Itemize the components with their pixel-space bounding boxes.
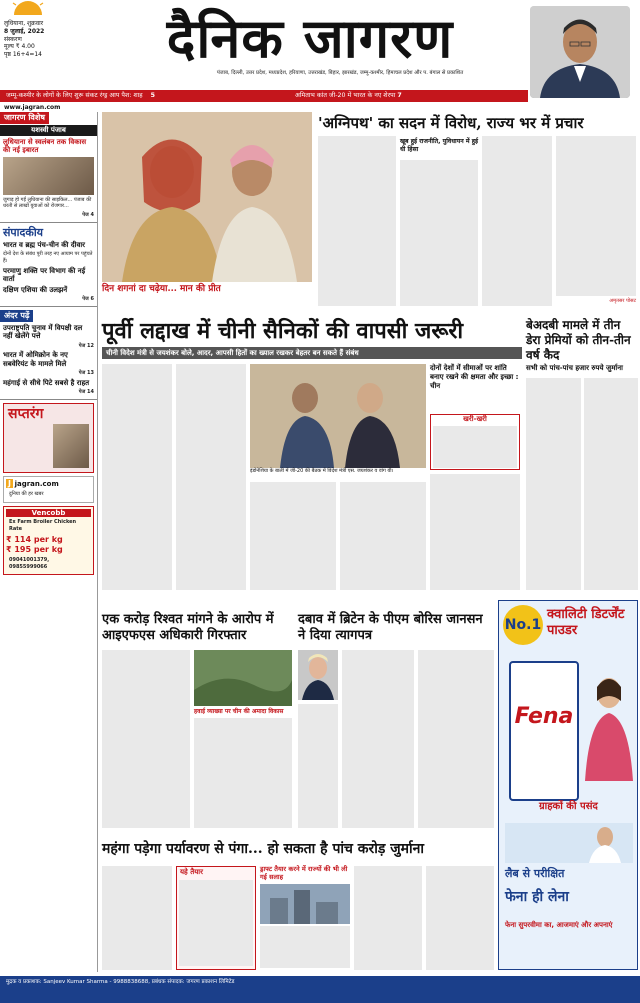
bribe-headline[interactable]: एक करोड़ रिश्वत मांगने के आरोप में आइएफएस अधिकारी गिरफ्तार — [102, 612, 274, 643]
ed1-text: दोनों देश के संबंध पूरी तरह नए आयाम पर पहुंचते हैं। — [3, 251, 93, 265]
edition: संस्करण — [4, 35, 22, 43]
jagran-dot-com-ad[interactable] — [3, 476, 94, 503]
fena-lab: लैब से परीक्षित — [505, 867, 565, 880]
beadbi-col2 — [584, 378, 638, 590]
boris-headline[interactable]: दबाव में ब्रिटेन के पीएम बोरिस जानसन ने दिया त्यागपत्र — [298, 612, 483, 643]
vencobb-offer: Ex Farm Broiler Chicken Rate — [9, 519, 77, 533]
inside-tag: अंदर पढ़ें — [0, 310, 33, 322]
footer-text: मुद्रक व प्रकाशक: Sanjeev Kumar Sharma - 9988838688, प्रबंधक संपादक: जगरण प्रकाशन लिमिटेड — [6, 979, 235, 985]
bottom-box2 — [260, 866, 350, 970]
inside1-headline[interactable]: उपराष्ट्रपति चुनाव में विपक्षी दल नहीं खेलेंगे पत्ते — [3, 323, 83, 341]
lead-photo — [250, 364, 426, 468]
columnist-photo — [530, 6, 630, 98]
ed3-page: पेज 6 — [82, 296, 94, 303]
wedding-caption[interactable]: दिन शगनां दा चढ़ेया... मान की प्रीत — [102, 284, 221, 294]
lead-photo-caption: इंडोनेशिया के बाली में जी-20 की बैठक में विदेश मंत्री एस. जयशंकर व वांग यी। — [250, 468, 394, 474]
beadbi-col1 — [526, 378, 581, 590]
footer-imprint — [0, 976, 640, 1003]
bribe-col1 — [102, 650, 190, 828]
date: 8 जुलाई, 2022 — [4, 27, 45, 35]
left-column — [0, 112, 98, 972]
wedding-caption-text — [102, 298, 312, 310]
lead-side-headline[interactable]: दोनों देशों में सीमाओं पर शांति बनाए रखने की क्षमता और इच्छा : चीन — [430, 364, 519, 390]
khari-khari-box — [430, 414, 520, 470]
boris-col2 — [418, 650, 494, 828]
agnipath-col2 — [400, 160, 478, 306]
khari-khari-tag: खरी-खरी — [463, 415, 487, 423]
inside3-page: पेज 14 — [78, 389, 94, 396]
beadbi-headline[interactable]: बेअदबी मामले में तीन डेरा प्रेमियों को तीन-तीन वर्ष कैद — [526, 318, 631, 362]
agnipath-col3 — [482, 136, 552, 306]
ed2-headline[interactable]: परमाणु शक्ति पर विभाग की नई वार्ता — [3, 266, 86, 284]
fena-brand: Fena — [514, 704, 574, 729]
teaser-right[interactable]: अमिताभ कांत जी-20 में भारत के नए शेरपा — [295, 92, 396, 99]
ed3-headline[interactable]: दक्षिण एशिया की उलझनें — [3, 285, 68, 294]
price: मूल्य ₹ 4.00 — [4, 43, 35, 51]
bottom-col1 — [102, 866, 172, 970]
top-teaser-bar — [0, 90, 528, 102]
editions-line: पंजाब, दिल्ली, उत्तर प्रदेश, मध्यप्रदेश, हरियाणा, उत्तराखंड, बिहार, झारखंड, जम्मू-कश्मीर, हिमाचल प्रदेश और प. बंगाल से प्रकाशित — [216, 70, 464, 76]
sun-logo-icon — [8, 1, 48, 15]
lead-col2 — [176, 364, 246, 590]
fena-lab-photo — [505, 823, 633, 863]
fena-model-photo — [583, 671, 635, 781]
wedding-photo — [102, 112, 312, 282]
lead-col3 — [250, 482, 336, 590]
fena-ad[interactable] — [498, 600, 638, 970]
yashasvi-punjab-label: यशस्वी पंजाब — [0, 125, 97, 136]
teaser-right-page: 7 — [397, 92, 402, 99]
ad-site-sub: दुनिया की हर खबर — [9, 490, 44, 497]
agnipath-byline: अमृतसर पोसट — [609, 298, 636, 304]
inside2-page: पेज 13 — [78, 370, 94, 377]
city-day: लुधियाना, शुक्रवार — [4, 20, 44, 27]
j-logo-icon: J — [8, 478, 11, 488]
agnipath-headline[interactable]: 'अग्निपथ' का सदन में विरोध, राज्य भर में प्रचार — [318, 114, 584, 132]
story1-text: जुगाड़ हो गईं लुधियाना की साइकिल... पंजाब की धरती से लाखों युवाओं को रोजगार... — [3, 196, 92, 210]
site-url[interactable]: www.jagran.com — [4, 104, 61, 111]
boris-col0 — [298, 704, 338, 828]
bottom-col5 — [426, 866, 494, 970]
fena-no1-badge: No.1 — [503, 605, 543, 645]
bottom-headline[interactable]: महंगा पड़ेगा पर्यावरण से पंगा... हो सकता है पांच करोड़ जुर्माना — [102, 841, 425, 857]
bribe-photo — [194, 650, 292, 706]
agnipath-col4 — [556, 136, 636, 296]
saptarang-box[interactable] — [3, 403, 94, 473]
ed1-headline[interactable]: भारत व ब्रह्म पंच-चीन की दीवार — [3, 240, 86, 249]
story1-page: पेज 4 — [82, 212, 94, 219]
inside2-headline[interactable]: भारत में ओमिक्रोन के नए सबवेरियंट के मामले मिले — [3, 351, 68, 368]
inside3-headline[interactable]: महंगाई से सीधे पिटे सबसे है राहत — [3, 378, 90, 387]
teaser-left[interactable]: जम्मू-कश्मीर के लोगों के लिए शुरू संकट रंग्ड्र आप पैश: शाह — [6, 92, 143, 99]
lead-col5 — [430, 474, 520, 590]
vencobb-price1: ₹ 114 per kg — [6, 534, 63, 544]
saptarang-photo — [53, 424, 89, 468]
wedding-caption-bar — [102, 284, 312, 296]
teaser-left-page: 5 — [150, 92, 156, 99]
header-info — [4, 20, 94, 59]
lead-col4 — [340, 482, 426, 590]
bribe-col2 — [194, 718, 292, 828]
lead-headline[interactable]: पूर्वी लद्दाख में चीनी सैनिकों की वापसी जरूरी — [102, 318, 464, 344]
pages: पृष्ठ 16+4=14 — [4, 51, 42, 59]
editorial-tag: संपादकीय — [3, 225, 44, 239]
agnipath-col1 — [318, 136, 396, 306]
boris-col1 — [342, 650, 414, 828]
agnipath-subhead[interactable]: खूब हुई राजनीति, युविधायन में हुई धी हिंसा — [400, 138, 479, 154]
fena-super: फेना सुपरवीमा का, आजमाएं और अपनाएं — [505, 921, 613, 929]
story1-photo — [3, 157, 94, 195]
bottom-box1-title: यहे तैयार — [180, 868, 203, 876]
boris-photo — [298, 650, 338, 700]
vencobb-price2: ₹ 195 per kg — [6, 544, 63, 554]
ad-site: jagran.com — [14, 479, 59, 488]
fena-tag: ग्राहकों की पसंद — [539, 801, 598, 812]
bribe-photo-caption: हवाई व्याख्या पर चीन की अमादा विकास — [194, 708, 284, 715]
lead-col1 — [102, 364, 172, 590]
vencobb-logo: Vencobb — [6, 509, 91, 518]
fena-pack — [509, 661, 579, 801]
vencobb-ad[interactable] — [3, 506, 94, 576]
beadbi-deck: सभी को पांच-पांच हजार रुपये जुर्माना — [526, 364, 623, 372]
bottom-col4 — [354, 866, 422, 970]
masthead-title: दैनिक जागरण — [166, 6, 454, 70]
bottom-box1 — [176, 866, 256, 970]
saptarang-title: सप्तरंग — [8, 405, 44, 422]
story1-headline[interactable]: लुधियाना से स्वलंबन तक विकास की नई इबारत — [3, 137, 87, 155]
bottom-box2-photo — [260, 884, 350, 924]
inside1-page: पेज 12 — [78, 342, 94, 349]
jagran-vishesh-tag: जागरण विशेष — [0, 112, 49, 124]
vencobb-phone: 09041001379, 09855999066 — [9, 556, 50, 570]
fena-slogan: फेना ही लेना — [505, 889, 569, 905]
bottom-box2-title: ड्राफ्ट तैयार करने में राज्यों की भी ली गई सलाह — [260, 865, 348, 881]
lead-deck: चीनी विदेश मंत्री से जयशंकर बोले, आदर, आपसी हितों का ख्याल रखकर बेहतर बन सकते हैं संबंध — [102, 347, 522, 359]
fena-title: क्वालिटी डिटर्जेंट पाउडर — [547, 607, 625, 638]
